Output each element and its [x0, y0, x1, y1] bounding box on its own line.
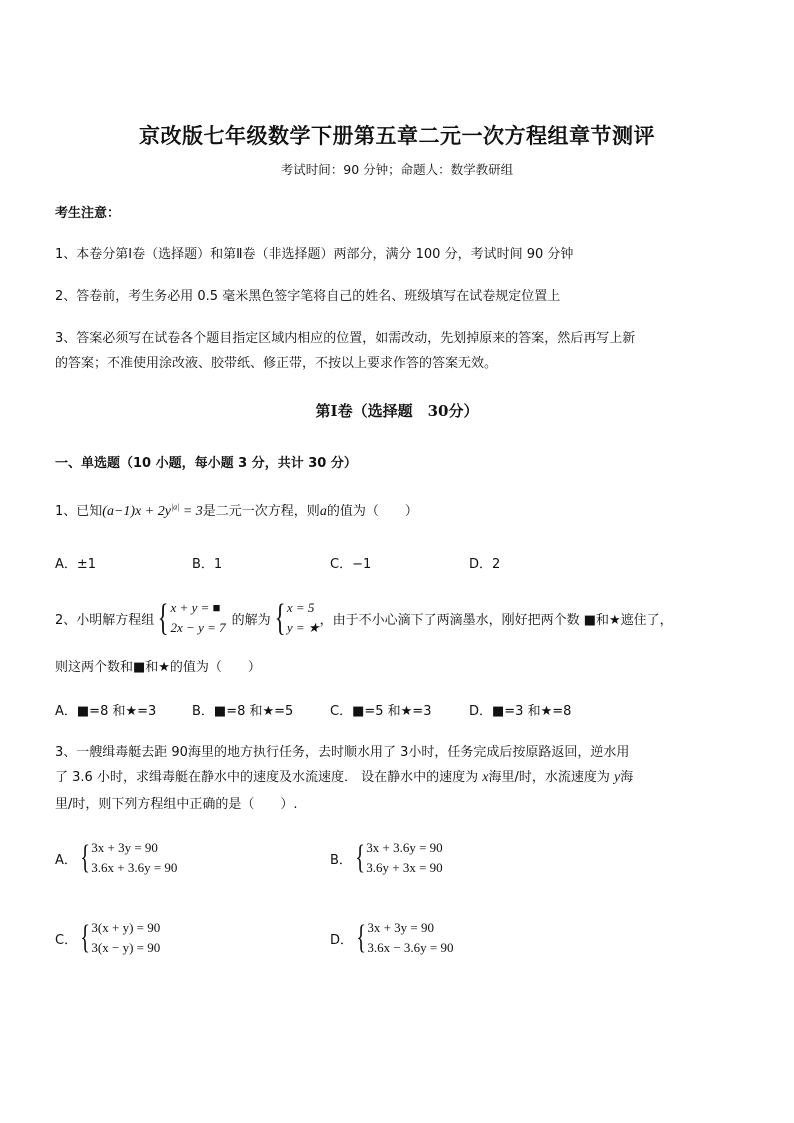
- q2-line2: 则这两个数和■和★的值为（ ）: [55, 660, 261, 675]
- q3-option-c[interactable]: C． { 3(x + y) = 90 3(x − y) = 90: [55, 919, 161, 956]
- q3-line2: 了 3.6 小时，求缉毒艇在静水中的速度及水流速度． 设在静水中的速度为 x海里/时，水流速度为 y海: [55, 770, 634, 785]
- q1-mid: 是二元一次方程，则: [202, 504, 320, 519]
- q1-suffix: 的值为（ ）: [326, 504, 418, 519]
- q1-var: a: [319, 504, 327, 519]
- question-1: [55, 500, 418, 520]
- q2-suffix: ，由于不小心滴下了两滴墨水，刚好把两个数 ■和★遮住了，: [319, 612, 673, 628]
- q2-option-b[interactable]: B．■=8 和★=5: [192, 704, 294, 719]
- notice-heading: 考生注意：: [55, 206, 121, 221]
- section-title: 第Ⅰ卷（选择题 30分）: [315, 402, 479, 420]
- q2-option-c[interactable]: C．■=5 和★=3: [330, 704, 432, 719]
- q1-option-c[interactable]: C．−1: [330, 557, 372, 572]
- q3-var-x: x: [482, 770, 489, 785]
- q3-line1: 3、一艘缉毒艇去距 90海里的地方执行任务，去时顺水用了 3小时，任务完成后按原路返回，逆水用: [55, 745, 630, 760]
- q3-option-b[interactable]: B． { 3x + 3.6y = 90 3.6y + 3x = 90: [330, 839, 443, 876]
- q1-prefix: 1、已知: [55, 504, 103, 519]
- notice-item: 1、本卷分第Ⅰ卷（选择题）和第Ⅱ卷（非选择题）两部分，满分 100 分，考试时间 90 分钟: [55, 247, 574, 262]
- q1-option-d[interactable]: D．2: [469, 557, 501, 572]
- notice-item: 的答案；不准使用涂改液、胶带纸、修正带，不按以上要求作答的答案无效。: [55, 356, 498, 371]
- q1-option-a[interactable]: A．±1: [55, 557, 97, 572]
- q2-mid: 的解为: [231, 612, 271, 628]
- page-title: 京改版七年级数学下册第五章二元一次方程组章节测评: [139, 123, 655, 148]
- notice-item: 2、答卷前，考生务必用 0.5 毫米黑色签字笔将自己的姓名、班级填写在试卷规定位置上: [55, 289, 561, 304]
- notice-item: 3、答案必须写在试卷各个题目指定区域内相应的位置，如需改动，先划掉原来的答案，然后再写上新: [55, 331, 636, 346]
- exam-info: 考试时间：90 分钟；命题人：数学教研组: [280, 162, 514, 177]
- q2-solution: { x = 5 y = ★: [274, 597, 320, 639]
- q3-var-y: y: [613, 770, 621, 785]
- q3-option-d[interactable]: D． { 3x + 3y = 90 3.6x − 3.6y = 90: [330, 919, 454, 956]
- q3-option-a[interactable]: A． { 3x + 3y = 90 3.6x + 3.6y = 90: [55, 839, 178, 876]
- q2-option-a[interactable]: A．■=8 和★=3: [55, 704, 157, 719]
- q2-system: { x + y = ■ 2x − y = 7: [157, 597, 226, 639]
- question-2: [55, 598, 673, 638]
- q2-prefix: 2、小明解方程组: [55, 612, 155, 628]
- q1-expression: $(a-1)x + 2y^{|a|} = 3$: [102, 502, 203, 519]
- q3-line3: 里/时，则下列方程组中正确的是（ ）.: [55, 797, 298, 812]
- q1-option-b[interactable]: B．1: [192, 557, 223, 572]
- part-title: 一、单选题（10 小题，每小题 3 分，共计 30 分）: [55, 456, 357, 471]
- q2-option-d[interactable]: D．■=3 和★=8: [469, 704, 572, 719]
